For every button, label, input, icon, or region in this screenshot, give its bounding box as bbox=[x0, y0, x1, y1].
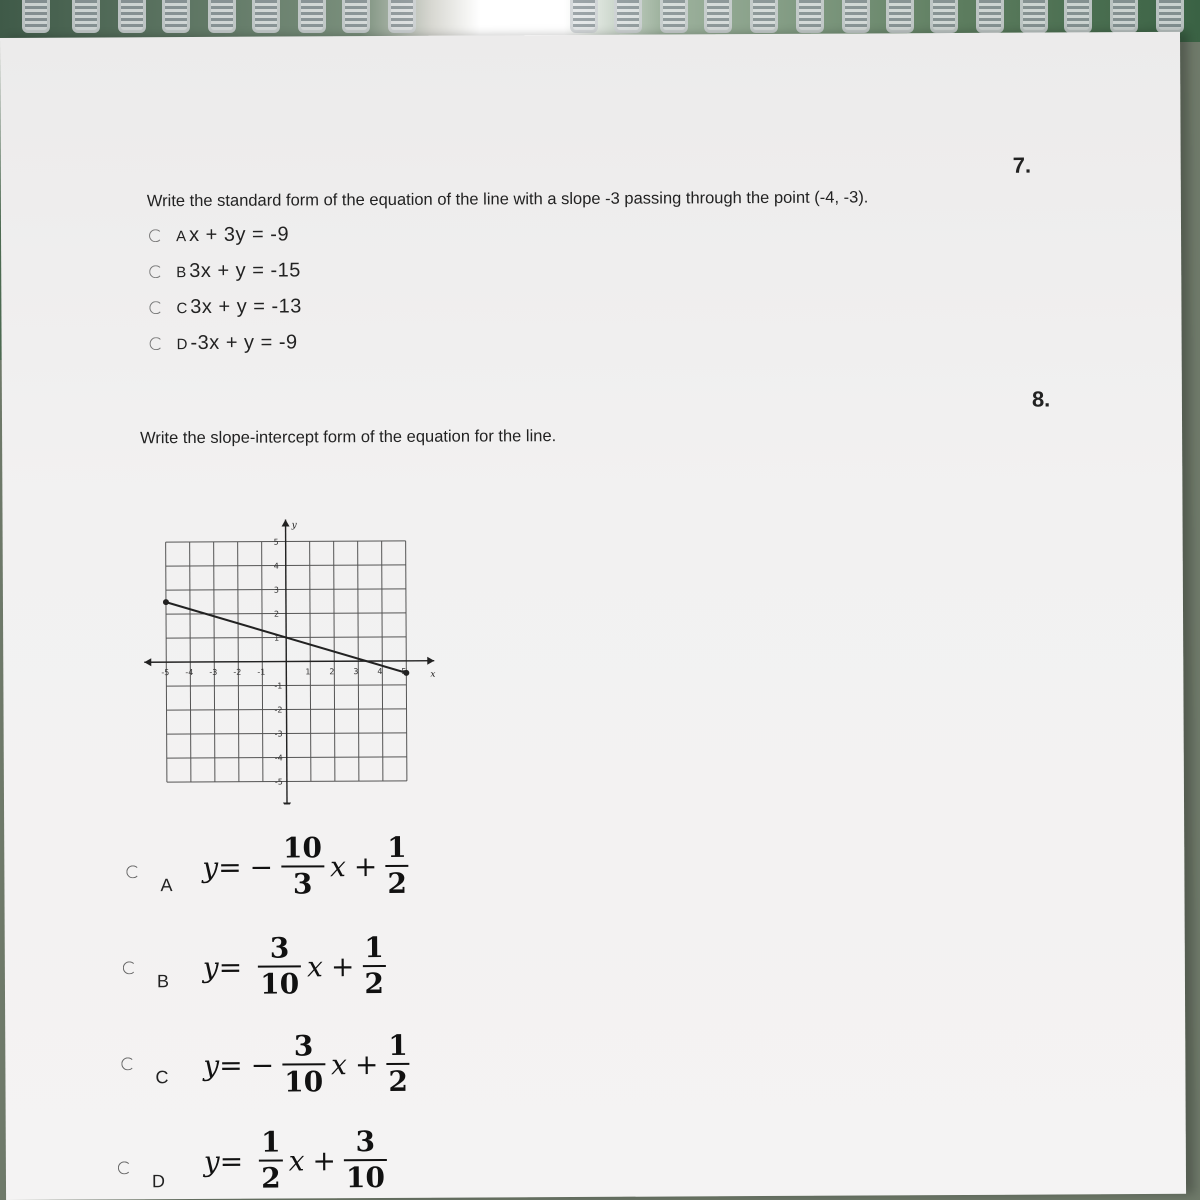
q7-option-b-text: 3x + y = -15 bbox=[189, 259, 301, 283]
x-tick-label: -4 bbox=[185, 667, 194, 678]
q8-option-c-radio[interactable] bbox=[121, 1057, 134, 1070]
y-tick-label: 4 bbox=[273, 561, 279, 571]
x-tick-label: 1 bbox=[305, 667, 311, 677]
equation-lhs: y= bbox=[203, 1144, 244, 1178]
y-tick-label: 3 bbox=[273, 585, 280, 595]
intercept-numerator: 1 bbox=[388, 1028, 408, 1062]
line-endpoint bbox=[403, 670, 409, 676]
coordinate-graph bbox=[141, 514, 453, 806]
slope-numerator: 3 bbox=[293, 1029, 314, 1063]
plus-operator: + bbox=[353, 849, 378, 883]
x-tick-label: -5 bbox=[161, 668, 170, 678]
q8-option-d-letter: D bbox=[151, 1171, 166, 1192]
variable-x: x bbox=[329, 849, 346, 883]
x-tick-label: -2 bbox=[233, 667, 242, 677]
q7-option-b-radio[interactable] bbox=[149, 265, 162, 278]
y-axis-arrow-down bbox=[283, 802, 291, 805]
slope-fraction bbox=[282, 1029, 325, 1099]
q7-option-c[interactable] bbox=[149, 295, 302, 319]
variable-x: x bbox=[288, 1143, 305, 1178]
line-endpoint bbox=[163, 599, 169, 605]
variable-x: x bbox=[331, 1047, 347, 1081]
intercept-denominator: 2 bbox=[387, 866, 407, 900]
x-tick-label: -1 bbox=[257, 667, 266, 677]
slope-fraction bbox=[281, 831, 324, 901]
q8-option-a-radio[interactable] bbox=[126, 865, 139, 878]
y-tick-label: -1 bbox=[274, 681, 283, 691]
q7-option-a-letter: A bbox=[175, 228, 187, 246]
variable-x: x bbox=[307, 949, 323, 983]
y-axis bbox=[286, 520, 288, 806]
x-tick-label: 2 bbox=[329, 667, 335, 677]
q7-option-d-text: -3x + y = -9 bbox=[190, 331, 298, 355]
y-tick-label: -3 bbox=[274, 729, 283, 739]
intercept-numerator: 3 bbox=[355, 1125, 376, 1159]
question-7-number: 7. bbox=[1012, 152, 1032, 178]
q8-option-a-equation[interactable] bbox=[199, 830, 412, 901]
intercept-numerator: 1 bbox=[387, 830, 407, 864]
y-tick-label: 2 bbox=[273, 609, 280, 619]
x-tick-label: 4 bbox=[377, 667, 383, 677]
y-tick-label: -4 bbox=[274, 753, 283, 763]
intercept-fraction bbox=[386, 1028, 410, 1098]
q7-option-d[interactable] bbox=[150, 331, 298, 355]
q8-option-d-radio[interactable] bbox=[118, 1161, 131, 1174]
slope-denominator: 10 bbox=[260, 967, 300, 1001]
y-axis-arrow-up bbox=[282, 519, 290, 526]
q7-option-c-text: 3x + y = -13 bbox=[190, 295, 302, 319]
q8-option-b-letter: B bbox=[156, 971, 170, 992]
slope-numerator: 10 bbox=[282, 831, 323, 865]
slope-numerator: 3 bbox=[269, 931, 290, 965]
x-axis-label: x bbox=[430, 669, 436, 680]
intercept-denominator: 2 bbox=[388, 1064, 409, 1098]
q8-option-b-equation[interactable] bbox=[200, 931, 389, 1001]
plus-operator: + bbox=[330, 949, 355, 983]
slope-fraction bbox=[259, 1125, 283, 1195]
q7-option-d-radio[interactable] bbox=[150, 337, 163, 350]
question-8-number: 8. bbox=[1031, 386, 1051, 412]
plus-operator: + bbox=[312, 1143, 336, 1177]
slope-denominator: 10 bbox=[284, 1065, 324, 1099]
q8-option-c-letter: C bbox=[155, 1067, 169, 1088]
y-tick-label: -5 bbox=[274, 777, 283, 787]
x-axis-arrow-right bbox=[427, 657, 434, 665]
x-tick-label: -3 bbox=[209, 667, 218, 677]
q8-option-a-letter: A bbox=[160, 875, 173, 896]
q8-option-d-equation[interactable] bbox=[201, 1125, 390, 1195]
question-7-prompt: Write the standard form of the equation of the line with a slope -3 passing through the point (-4, -3). bbox=[146, 188, 869, 211]
q7-option-c-radio[interactable] bbox=[149, 301, 162, 314]
intercept-numerator: 1 bbox=[364, 931, 384, 965]
intercept-denominator: 10 bbox=[345, 1161, 386, 1195]
slope-denominator: 3 bbox=[292, 867, 313, 901]
q8-option-c-equation[interactable] bbox=[200, 1028, 413, 1099]
y-tick-label: -2 bbox=[274, 705, 283, 715]
intercept-fraction bbox=[362, 931, 386, 1001]
q8-option-b-radio[interactable] bbox=[123, 961, 136, 974]
q7-option-a-radio[interactable] bbox=[149, 229, 162, 242]
y-axis-label: y bbox=[291, 520, 297, 531]
x-axis bbox=[144, 661, 434, 663]
y-tick-label: 5 bbox=[273, 537, 279, 547]
q7-option-c-letter: C bbox=[176, 300, 188, 318]
q7-option-b-letter: B bbox=[176, 264, 187, 282]
worksheet-page bbox=[0, 32, 1186, 1200]
q7-option-d-letter: D bbox=[176, 336, 188, 354]
plus-operator: + bbox=[354, 1047, 379, 1081]
q7-option-a[interactable] bbox=[149, 223, 289, 247]
q7-option-b[interactable] bbox=[149, 259, 301, 283]
slope-sign: − bbox=[250, 1048, 275, 1082]
intercept-fraction bbox=[344, 1125, 387, 1195]
question-8-prompt: Write the slope-intercept form of the equation for the line. bbox=[140, 427, 557, 448]
equation-lhs: y= bbox=[202, 950, 243, 984]
x-tick-label: 3 bbox=[353, 667, 359, 677]
equation-lhs: y= bbox=[202, 850, 242, 884]
y-tick-label: 1 bbox=[274, 633, 280, 643]
intercept-fraction bbox=[385, 830, 409, 900]
slope-numerator: 1 bbox=[260, 1125, 281, 1159]
slope-sign: − bbox=[249, 850, 274, 884]
x-axis-arrow-left bbox=[144, 658, 151, 666]
intercept-denominator: 2 bbox=[364, 967, 385, 1001]
slope-denominator: 2 bbox=[261, 1161, 281, 1195]
equation-lhs: y= bbox=[203, 1048, 243, 1082]
slope-fraction bbox=[258, 931, 301, 1001]
q7-option-a-text: x + 3y = -9 bbox=[188, 223, 290, 247]
